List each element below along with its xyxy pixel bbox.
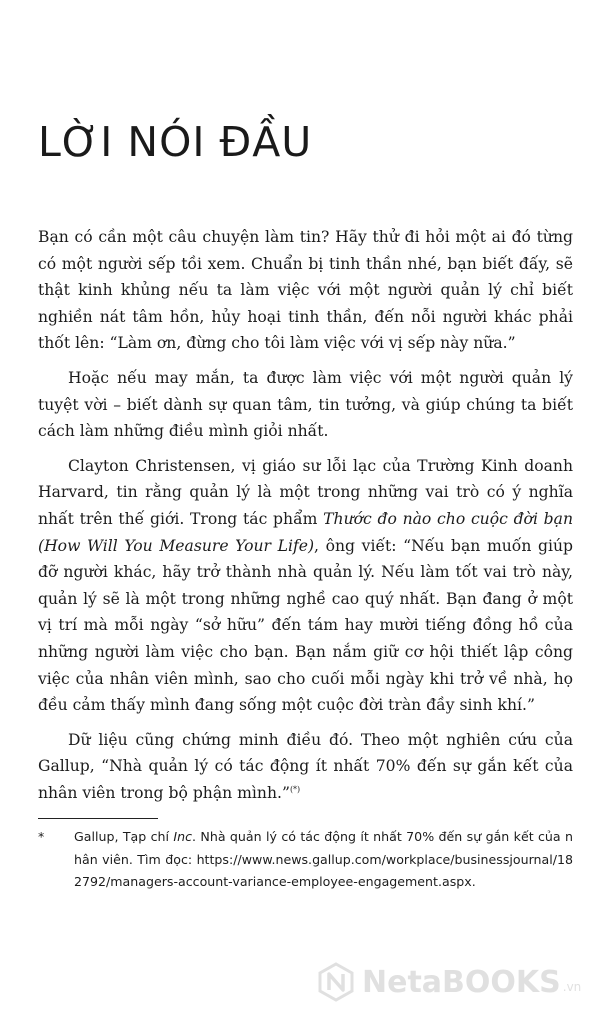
footnote-text [74,826,573,894]
footnote-divider [38,818,158,819]
paragraph-3-quote: , ông viết: “Nếu bạn muốn giúp đỡ người khác, hãy trở thành nhà quản lý. Nếu làm tốt vai trò này, quản lý sẽ là một trong những nghề cao quý nhất. Bạn đang ở một vị trí mà mỗi ngày “sở hữu” đến tám hay mười tiếng đồng hồ của những người làm việc cho bạn. Bạn nắm giữ cơ hội thiết lập công việc của nhân viên mình, sao cho cuối mỗi ngày khi trở về nhà, họ đều cảm thấy mình đang sống một cuộc đời tràn đầy sinh khí.” [38,536,573,715]
paragraph-3-intro: Clayton Christensen, vị giáo sư lỗi lạc của Trường Kinh doanh Harvard, tin rằng quản lý là một trong những vai trò có ý nghĩa nhất trên thế giới. Trong tác phẩm [38,456,573,528]
body-text [38,224,573,814]
paragraph-3 [38,453,573,719]
footnote-citation: . Nhà quản lý có tác động ít nhất 70% đến sự gắn kết của nhân viên. Tìm đọc: https://www.news.gallup.com/workplace/businessjournal/182792/managers-account-variance-employee-engagement.aspx. [74,829,573,889]
footnote [38,826,573,894]
paragraph-1: Bạn có cần một câu chuyện làm tin? Hãy thử đi hỏi một ai đó từng có một người sếp tồi xem. Chuẩn bị tinh thần nhé, bạn biết đấy, sẽ thật kinh khủng nếu ta làm việc với một người quản lý chỉ biết nghiền nát tâm hồn, hủy hoại tinh thần, đến nỗi người khác phải thốt lên: “Làm ơn, đừng cho tôi làm việc với vị sếp này nữa.” [38,228,573,353]
paragraph-4 [38,727,573,807]
footnote-source: Gallup, Tạp chí [74,829,174,844]
book-title: Thước đo nào cho cuộc đời bạn (How Will You Measure Your Life) [38,509,573,555]
footnote-reference[interactable]: (*) [289,784,301,794]
paragraph-2: Hoặc nếu may mắn, ta được làm việc với một người quản lý tuyệt vời – biết dành sự quan tâm, tin tưởng, và giúp chúng ta biết cách làm những điều mình giỏi nhất. [38,368,573,441]
netabooks-logo-icon [316,962,356,1002]
watermark [316,962,581,1002]
chapter-title: LỜI NÓI ĐẦU [38,118,313,166]
paragraph-4-text: Dữ liệu cũng chứng minh điều đó. Theo một nghiên cứu của Gallup, “Nhà quản lý có tác động ít nhất 70% đến sự gắn kết của nhân viên trong bộ phận mình.” [38,730,573,802]
footnote-marker: * [38,829,45,844]
watermark-suffix: .vn [562,980,582,994]
footnote-journal: Inc [173,829,193,844]
watermark-brand: NetaBOOKS [362,964,561,1000]
